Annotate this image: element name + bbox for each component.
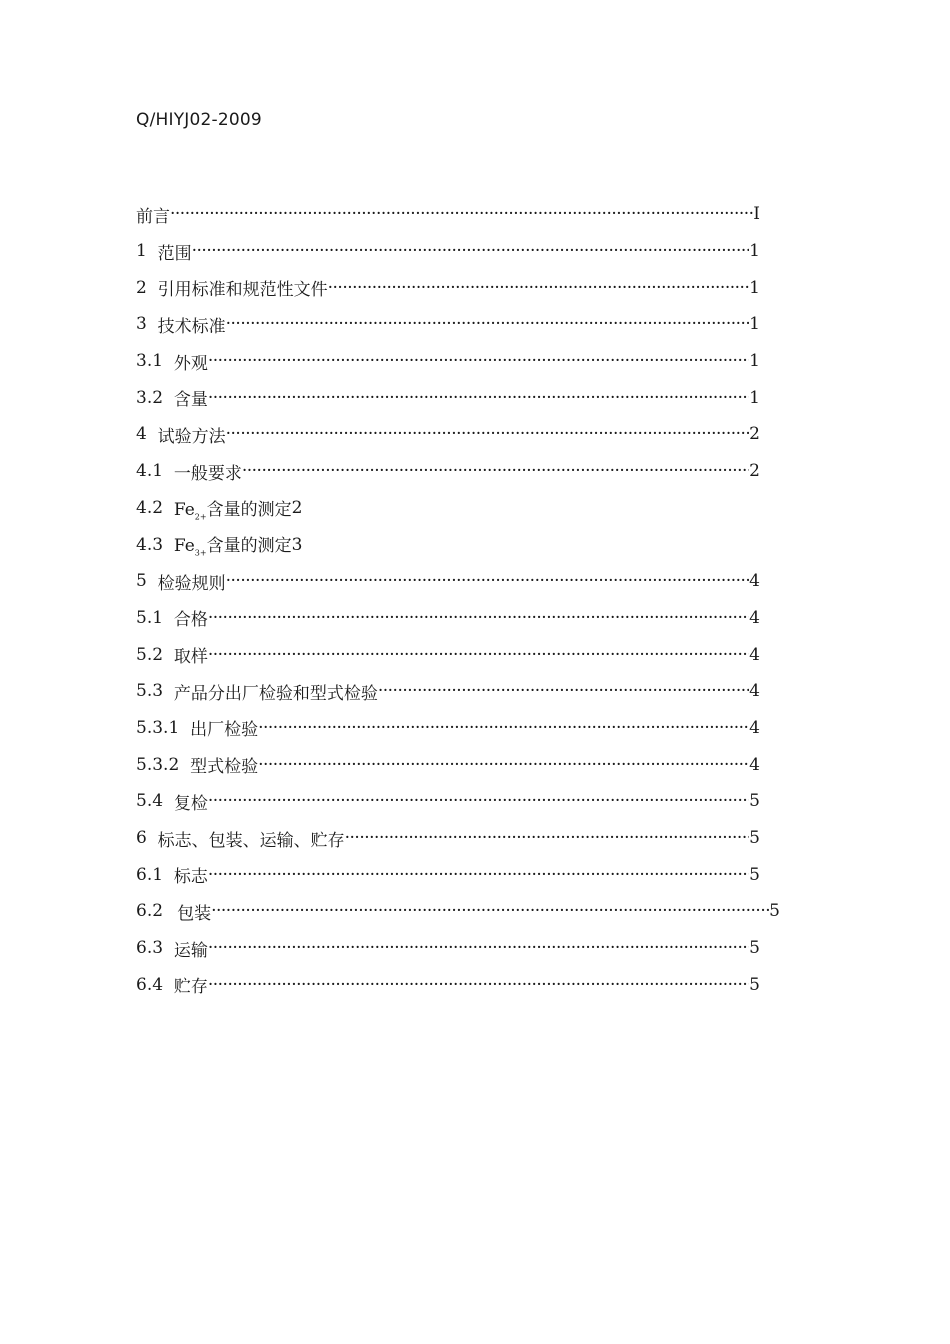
toc-page-number: 5: [749, 864, 760, 885]
toc-leader-dots: [208, 645, 749, 665]
toc-leader-dots: [208, 975, 749, 995]
toc-entry-label: [174, 531, 292, 557]
toc-page-number: 1: [749, 314, 760, 335]
table-of-contents: [136, 196, 780, 1003]
toc-page-number: 2: [749, 424, 760, 445]
toc-entry-number: 6.2: [136, 901, 164, 922]
toc-entry-label-text: 含量的测定: [206, 536, 292, 557]
toc-page-number: 3: [291, 534, 303, 555]
toc-entry-label: 前言: [136, 206, 170, 227]
toc-entry-label: 包装: [177, 903, 212, 924]
toc-entry-number: 4.2: [136, 497, 174, 518]
toc-entry[interactable]: [136, 783, 760, 820]
toc-entry-label: 标志、包装、运输、贮存: [157, 830, 345, 851]
toc-entry-number: 5.4: [136, 791, 174, 812]
toc-entry-number: 4: [136, 424, 158, 445]
toc-leader-dots: [208, 791, 749, 811]
toc-page-number: 4: [749, 754, 760, 775]
toc-entry-label: 检验规则: [157, 573, 226, 594]
toc-leader-dots: [208, 608, 749, 628]
toc-entry-number: 6.3: [136, 938, 174, 959]
toc-leader-dots: [170, 204, 753, 224]
toc-leader-dots: [226, 314, 750, 334]
toc-entry-number: 4.3: [136, 534, 174, 555]
toc-entry-number: 6.1: [136, 864, 174, 885]
toc-leader-dots: [208, 351, 749, 371]
toc-entry-label: 运输: [173, 940, 208, 961]
toc-entry-label: 贮存: [173, 977, 208, 998]
toc-page-number: 2: [291, 497, 303, 518]
ion-charge: 3+: [194, 548, 207, 558]
toc-leader-dots: [211, 901, 769, 921]
toc-entry[interactable]: [136, 856, 760, 893]
toc-entry-label: 复检: [173, 793, 208, 814]
toc-page-number: 4: [749, 607, 760, 628]
ion-charge: 2+: [194, 512, 207, 522]
toc-leader-dots: [242, 461, 749, 481]
toc-entry-number: 6.4: [136, 974, 174, 995]
toc-entry-number: 3.1: [136, 351, 174, 372]
toc-entry-number: 5.3.2: [136, 754, 191, 775]
toc-entry[interactable]: [136, 930, 760, 967]
toc-page-number: 4: [749, 571, 760, 592]
toc-entry-label: 范围: [157, 243, 192, 264]
toc-entry-number: 5.3: [136, 681, 174, 702]
toc-leader-dots: [208, 388, 749, 408]
toc-entry[interactable]: [136, 636, 760, 673]
toc-entry-label: 出厂检验: [190, 720, 259, 741]
toc-entry[interactable]: [136, 343, 760, 380]
toc-page-number: 4: [749, 644, 760, 665]
toc-entry-label: 标志: [173, 867, 208, 888]
toc-entry-label: 引用标准和规范性文件: [157, 280, 328, 301]
toc-page-number: I: [753, 204, 760, 225]
toc-entry-preface[interactable]: [136, 196, 760, 233]
toc-entry-label: 产品分出厂检验和型式检验: [173, 683, 378, 704]
toc-entry[interactable]: [136, 526, 760, 563]
toc-entry[interactable]: [136, 893, 780, 930]
toc-entry-label: 合格: [173, 610, 208, 631]
toc-entry-label: 试验方法: [157, 426, 226, 447]
toc-leader-dots: [345, 828, 750, 848]
toc-entry-label: 技术标准: [157, 316, 226, 337]
toc-entry-number: 1: [136, 241, 158, 262]
toc-page-number: 1: [749, 387, 760, 408]
toc-entry-number: 5.1: [136, 607, 174, 628]
toc-entry[interactable]: [136, 563, 760, 600]
chemical-symbol: Fe: [173, 536, 195, 557]
toc-entry-number: 5.2: [136, 644, 174, 665]
toc-entry[interactable]: [136, 966, 760, 1003]
toc-entry[interactable]: [136, 416, 760, 453]
toc-leader-dots: [192, 241, 750, 261]
toc-entry-label: 取样: [173, 647, 208, 668]
toc-entry[interactable]: [136, 746, 760, 783]
toc-entry[interactable]: [136, 490, 760, 527]
toc-leader-dots: [208, 865, 749, 885]
toc-entry-label: 含量: [173, 390, 208, 411]
toc-entry[interactable]: [136, 379, 760, 416]
toc-entry[interactable]: [136, 820, 760, 857]
document-code: Q/HIYJ02-2009: [136, 110, 262, 130]
toc-entry-label: [174, 495, 292, 521]
toc-entry-number: 5.3.1: [136, 717, 191, 738]
chemical-symbol: Fe: [173, 499, 195, 520]
toc-leader-dots: [328, 278, 750, 298]
toc-page-number: 5: [749, 974, 760, 995]
toc-page-number: 5: [749, 791, 760, 812]
toc-leader-dots: [258, 755, 749, 775]
toc-page-number: 5: [749, 938, 760, 959]
toc-leader-dots: [226, 424, 750, 444]
toc-leader-dots: [378, 681, 749, 701]
toc-page-number: 4: [749, 681, 760, 702]
toc-entry-label: 型式检验: [190, 757, 259, 778]
toc-entry-number: 3: [136, 314, 158, 335]
toc-entry[interactable]: [136, 600, 760, 637]
toc-entry[interactable]: [136, 453, 760, 490]
toc-entry-number: 6: [136, 828, 158, 849]
toc-leader-dots: [226, 571, 750, 591]
toc-leader-dots: [258, 718, 749, 738]
toc-entry-number: 4.1: [136, 461, 174, 482]
toc-page-number: 5: [749, 828, 760, 849]
toc-entry-number: 2: [136, 277, 158, 298]
toc-leader-dots: [208, 938, 749, 958]
toc-entry-number: 3.2: [136, 387, 174, 408]
toc-entry-number: 5: [136, 571, 158, 592]
toc-page-number: 1: [749, 241, 760, 262]
toc-entry[interactable]: [136, 710, 760, 747]
toc-entry[interactable]: [136, 269, 760, 306]
toc-entry[interactable]: [136, 233, 760, 270]
toc-entry[interactable]: [136, 306, 760, 343]
toc-page-number: 5: [769, 901, 780, 922]
toc-entry-label: 外观: [173, 353, 208, 374]
toc-page-number: 4: [749, 717, 760, 738]
toc-entry-label: 一般要求: [173, 463, 242, 484]
toc-entry[interactable]: [136, 673, 760, 710]
toc-entry-label-text: 含量的测定: [206, 499, 292, 520]
toc-page-number: 1: [749, 351, 760, 372]
toc-page-number: 2: [749, 461, 760, 482]
toc-page-number: 1: [749, 277, 760, 298]
